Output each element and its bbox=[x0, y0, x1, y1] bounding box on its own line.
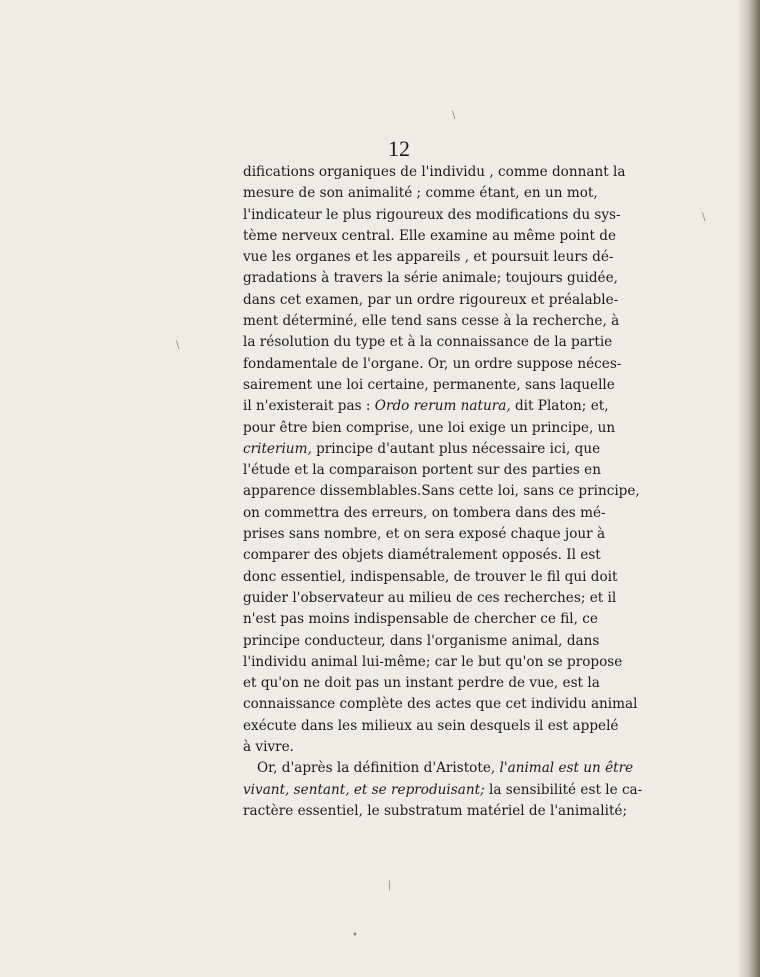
text-segment: sairement une loi certaine, permanente, sans laquelle bbox=[243, 376, 615, 393]
italic-text: criterium, bbox=[243, 440, 312, 457]
text-segment: prises sans nombre, et on sera exposé chaque jour à bbox=[243, 526, 606, 543]
page-number: 12 bbox=[388, 136, 410, 161]
text-line bbox=[243, 652, 623, 673]
text-line bbox=[243, 290, 619, 311]
text-segment: et qu'on ne doit pas un instant perdre de vue, est la bbox=[243, 675, 600, 692]
text-segment: tème nerveux central. Elle examine au même point de bbox=[243, 227, 617, 244]
text-line bbox=[243, 418, 616, 439]
text-segment: l'indicateur le plus rigoureux des modifications du sys- bbox=[243, 206, 621, 223]
text-line bbox=[243, 332, 613, 353]
text-segment: pour être bien comprise, une loi exige un principe, un bbox=[243, 419, 616, 436]
text-segment: gradations à travers la série animale; toujours guidée, bbox=[243, 270, 618, 287]
text-line bbox=[243, 780, 643, 801]
text-segment: fondamentale de l'organe. Or, un ordre suppose néces- bbox=[243, 355, 622, 372]
body-text bbox=[243, 162, 643, 822]
text-segment: l'individu animal lui-même; car le but qu'on se propose bbox=[243, 653, 623, 670]
text-segment: donc essentiel, indispensable, de trouver le fil qui doit bbox=[243, 568, 618, 585]
text-line bbox=[243, 183, 598, 204]
speck-mark: \ bbox=[702, 212, 706, 223]
speck-mark: \ bbox=[452, 110, 456, 121]
text-line bbox=[243, 588, 617, 609]
text-segment: dans cet examen, par un ordre rigoureux et préalable- bbox=[243, 291, 619, 308]
text-segment: l'étude et la comparaison portent sur des parties en bbox=[243, 462, 601, 479]
text-line bbox=[243, 503, 606, 524]
text-line bbox=[243, 268, 618, 289]
text-segment: apparence dissemblables.Sans cette loi, sans ce principe, bbox=[243, 483, 640, 500]
text-line bbox=[243, 226, 617, 247]
speck-mark: \ bbox=[176, 340, 180, 351]
text-segment: la résolution du type et à la connaissance de la partie bbox=[243, 334, 613, 351]
text-line bbox=[243, 758, 634, 779]
text-segment: principe conducteur, dans l'organisme animal, dans bbox=[243, 632, 600, 649]
text-line bbox=[243, 567, 618, 588]
text-segment: il n'existerait pas : bbox=[243, 398, 375, 415]
text-line bbox=[243, 673, 600, 694]
text-segment: Or, d'après la définition d'Aristote, bbox=[257, 760, 500, 777]
text-line bbox=[243, 439, 601, 460]
text-line bbox=[243, 737, 591, 758]
text-segment: comparer des objets diamétralement opposés. Il est bbox=[243, 547, 601, 564]
text-line bbox=[243, 716, 619, 737]
text-line bbox=[243, 631, 600, 652]
page-edge-shadow bbox=[738, 0, 760, 977]
speck-mark: • bbox=[352, 930, 358, 941]
text-line bbox=[243, 247, 614, 268]
text-segment: n'est pas moins indispensable de chercher ce fil, ce bbox=[243, 611, 598, 628]
text-line bbox=[243, 205, 621, 226]
text-segment: connaissance complète des actes que cet individu animal bbox=[243, 696, 638, 713]
text-line bbox=[243, 545, 601, 566]
text-segment: on commettra des erreurs, on tombera dans des mé- bbox=[243, 504, 606, 521]
text-line bbox=[243, 311, 620, 332]
text-segment: ractère essentiel, le substratum matériel de l'animalité; bbox=[243, 802, 628, 819]
text-segment: la sensibilité est le ca- bbox=[484, 781, 643, 798]
text-line bbox=[243, 354, 622, 375]
italic-text: vivant, sentant, et se reproduisant; bbox=[243, 781, 485, 798]
text-segment: vue les organes et les appareils , et poursuit leurs dé- bbox=[243, 249, 614, 266]
text-line bbox=[243, 801, 628, 822]
text-segment: ment déterminé, elle tend sans cesse à la recherche, à bbox=[243, 313, 620, 330]
text-line bbox=[243, 460, 601, 481]
text-segment: exécute dans les milieux au sein desquels il est appelé bbox=[243, 717, 619, 734]
text-line bbox=[243, 481, 640, 502]
text-line bbox=[243, 609, 598, 630]
text-line bbox=[243, 396, 609, 417]
text-line bbox=[243, 694, 638, 715]
text-segment: guider l'observateur au milieu de ces recherches; et il bbox=[243, 589, 617, 606]
text-segment: à vivre. bbox=[243, 739, 294, 756]
text-line bbox=[243, 162, 626, 183]
speck-mark: | bbox=[388, 880, 392, 891]
italic-text: l'animal est un être bbox=[499, 760, 634, 777]
text-line bbox=[243, 375, 615, 396]
text-segment: mesure de son animalité ; comme étant, en un mot, bbox=[243, 185, 598, 202]
text-segment: dit Platon; et, bbox=[510, 398, 609, 415]
text-segment: difications organiques de l'individu , comme donnant la bbox=[243, 164, 626, 180]
text-line bbox=[243, 524, 606, 545]
italic-text: Ordo rerum natura, bbox=[374, 398, 511, 415]
text-segment: principe d'autant plus nécessaire ici, que bbox=[311, 440, 601, 457]
